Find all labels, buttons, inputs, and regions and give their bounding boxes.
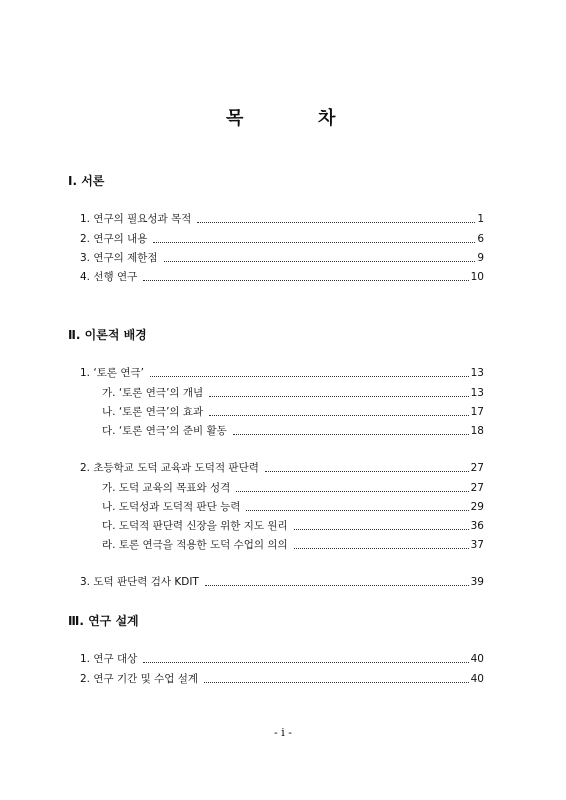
- dot-leader: [233, 434, 469, 435]
- toc-entry-label: 나. 도덕성과 도덕적 판단 능력: [102, 501, 241, 513]
- toc-subentry[interactable]: [102, 498, 484, 514]
- toc-entry[interactable]: [80, 249, 484, 265]
- toc-entry-page: 13: [470, 387, 484, 399]
- dot-leader: [236, 491, 468, 492]
- toc-entry-label: 나. ‘토론 연극’의 효과: [102, 406, 204, 418]
- section-heading-2: Ⅱ. 이론적 배경: [68, 328, 147, 342]
- toc-entry-label: 가. ‘토론 연극’의 개념: [102, 387, 204, 399]
- dot-leader: [265, 471, 469, 472]
- toc-entry-page: 27: [470, 462, 484, 474]
- title-part-2: 차: [318, 108, 337, 129]
- toc-entry-label: 2. 초등학교 도덕 교육과 도덕적 판단력: [80, 462, 259, 474]
- toc-entry-page: 10: [470, 271, 484, 283]
- toc-entry-page: 1: [477, 213, 484, 225]
- toc-entry-label: 4. 선행 연구: [80, 271, 138, 283]
- toc-entry-label: 3. 도덕 판단력 검사 KDIT: [80, 576, 199, 588]
- toc-entry-page: 40: [470, 673, 484, 685]
- section-heading-3: Ⅲ. 연구 설계: [68, 614, 139, 628]
- toc-subentry[interactable]: [102, 403, 484, 419]
- toc-entry-label: 2. 연구의 내용: [80, 233, 148, 245]
- dot-leader: [246, 510, 468, 511]
- toc-entry-label: 다. 도덕적 판단력 신장을 위한 지도 원리: [102, 520, 288, 532]
- dot-leader: [205, 585, 469, 586]
- dot-leader: [197, 222, 475, 223]
- toc-entry[interactable]: [80, 670, 484, 686]
- toc-entry[interactable]: [80, 268, 484, 284]
- toc-entry-page: 29: [470, 501, 484, 513]
- toc-subentry[interactable]: [102, 517, 484, 533]
- dot-leader: [143, 662, 468, 663]
- toc-entry-page: 36: [470, 520, 484, 532]
- dot-leader: [209, 415, 468, 416]
- toc-title: [0, 104, 566, 130]
- toc-entry[interactable]: [80, 650, 484, 666]
- toc-entry-page: 39: [470, 576, 484, 588]
- toc-entry-label: 가. 도덕 교육의 목표와 성격: [102, 482, 231, 494]
- title-part-1: 목: [226, 108, 245, 129]
- dot-leader: [143, 280, 468, 281]
- dot-leader: [209, 396, 468, 397]
- toc-entry-page: 6: [477, 233, 484, 245]
- dot-leader: [294, 548, 469, 549]
- toc-entry-label: 3. 연구의 제한점: [80, 252, 158, 264]
- dot-leader: [164, 261, 476, 262]
- dot-leader: [153, 242, 475, 243]
- toc-subentry[interactable]: [102, 479, 484, 495]
- toc-subentry[interactable]: [102, 422, 484, 438]
- toc-entry-page: 37: [470, 539, 484, 551]
- toc-entry[interactable]: [80, 459, 484, 475]
- toc-entry-label: 1. 연구 대상: [80, 653, 138, 665]
- page-number-footer: - i -: [274, 726, 292, 739]
- toc-entry-label: 1. 연구의 필요성과 목적: [80, 213, 192, 225]
- toc-entry-page: 9: [477, 252, 484, 264]
- toc-entry-label: 다. ‘토론 연극’의 준비 활동: [102, 425, 227, 437]
- section-heading-1: Ⅰ. 서론: [68, 174, 105, 188]
- toc-entry-page: 40: [470, 653, 484, 665]
- toc-subentry[interactable]: [102, 536, 484, 552]
- toc-entry-page: 18: [470, 425, 484, 437]
- toc-entry[interactable]: [80, 364, 484, 380]
- dot-leader: [150, 376, 469, 377]
- toc-entry-label: 1. ‘토론 연극’: [80, 367, 144, 379]
- toc-subentry[interactable]: [102, 384, 484, 400]
- dot-leader: [294, 529, 469, 530]
- toc-entry-page: 17: [470, 406, 484, 418]
- dot-leader: [204, 682, 469, 683]
- toc-entry-label: 라. 토론 연극을 적용한 도덕 수업의 의의: [102, 539, 288, 551]
- toc-entry-label: 2. 연구 기간 및 수업 설계: [80, 673, 198, 685]
- toc-entry[interactable]: [80, 573, 484, 589]
- toc-entry-page: 13: [470, 367, 484, 379]
- toc-entry[interactable]: [80, 230, 484, 246]
- toc-entry-page: 27: [470, 482, 484, 494]
- toc-entry[interactable]: [80, 210, 484, 226]
